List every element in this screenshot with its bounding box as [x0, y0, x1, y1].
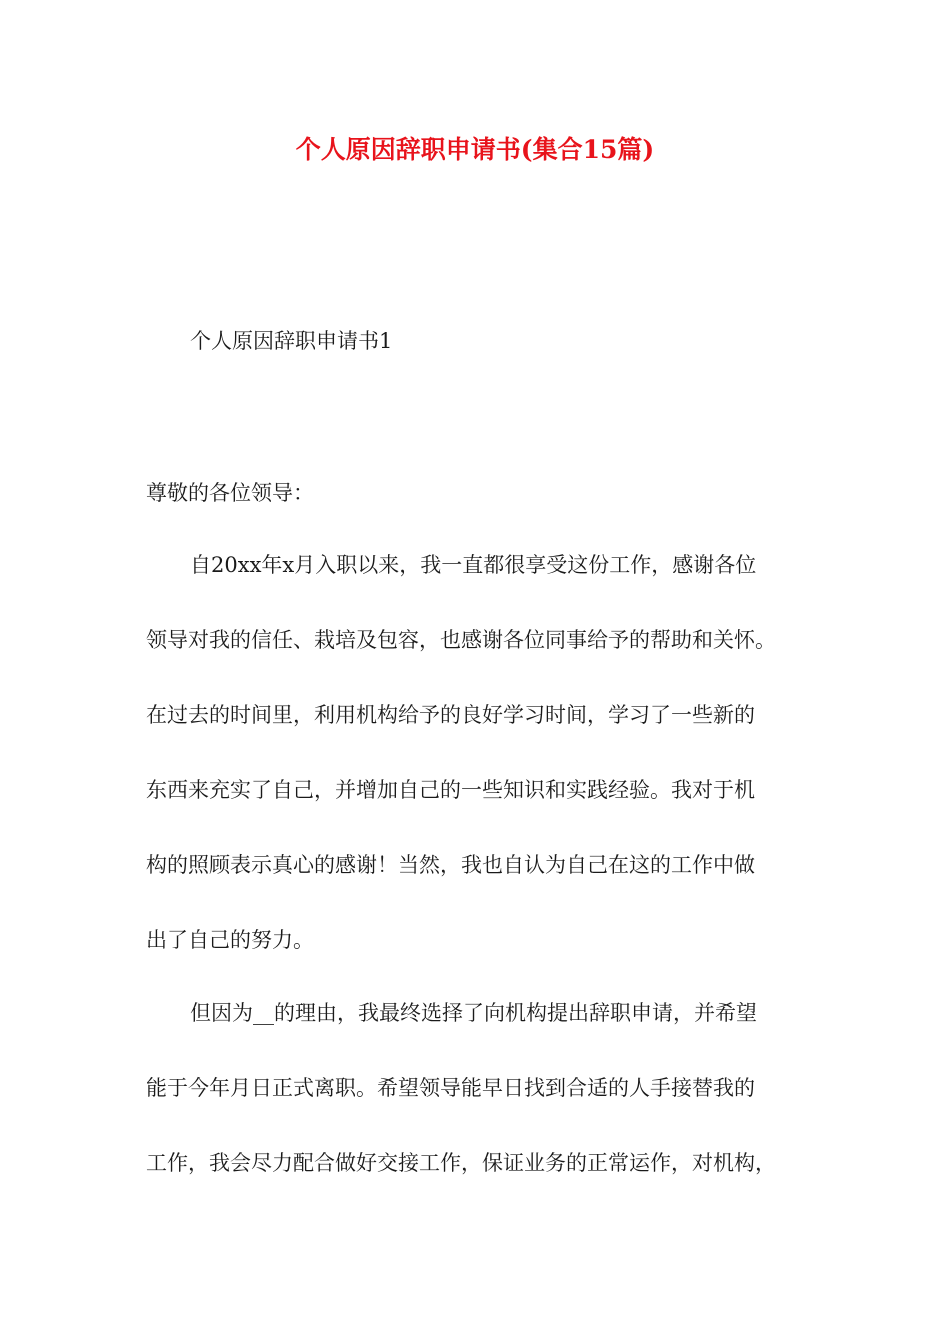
paragraph-line: 构的照顾表示真心的感谢！当然，我也自认为自己在这的工作中做	[146, 853, 755, 877]
paragraph-line: 东西来充实了自己，并增加自己的一些知识和实践经验。我对于机	[146, 778, 755, 802]
paragraph-line: 在过去的时间里，利用机构给予的良好学习时间，学习了一些新的	[146, 703, 755, 727]
paragraph-line: 但因为__的理由，我最终选择了向机构提出辞职申请，并希望	[190, 1001, 757, 1025]
paragraph-line: 出了自己的努力。	[146, 928, 314, 952]
paragraph-line: 能于今年月日正式离职。希望领导能早日找到合适的人手接替我的	[146, 1076, 755, 1100]
paragraph-line: 领导对我的信任、栽培及包容，也感谢各位同事给予的帮助和关怀。	[146, 628, 776, 652]
salutation: 尊敬的各位领导：	[146, 481, 314, 505]
document-title: 个人原因辞职申请书(集合15篇)	[295, 135, 655, 164]
paragraph-line: 工作，我会尽力配合做好交接工作，保证业务的正常运作，对机构，	[146, 1151, 776, 1175]
section-heading: 个人原因辞职申请书1	[190, 329, 393, 353]
paragraph-line: 自20xx年x月入职以来，我一直都很享受这份工作，感谢各位	[190, 553, 757, 577]
